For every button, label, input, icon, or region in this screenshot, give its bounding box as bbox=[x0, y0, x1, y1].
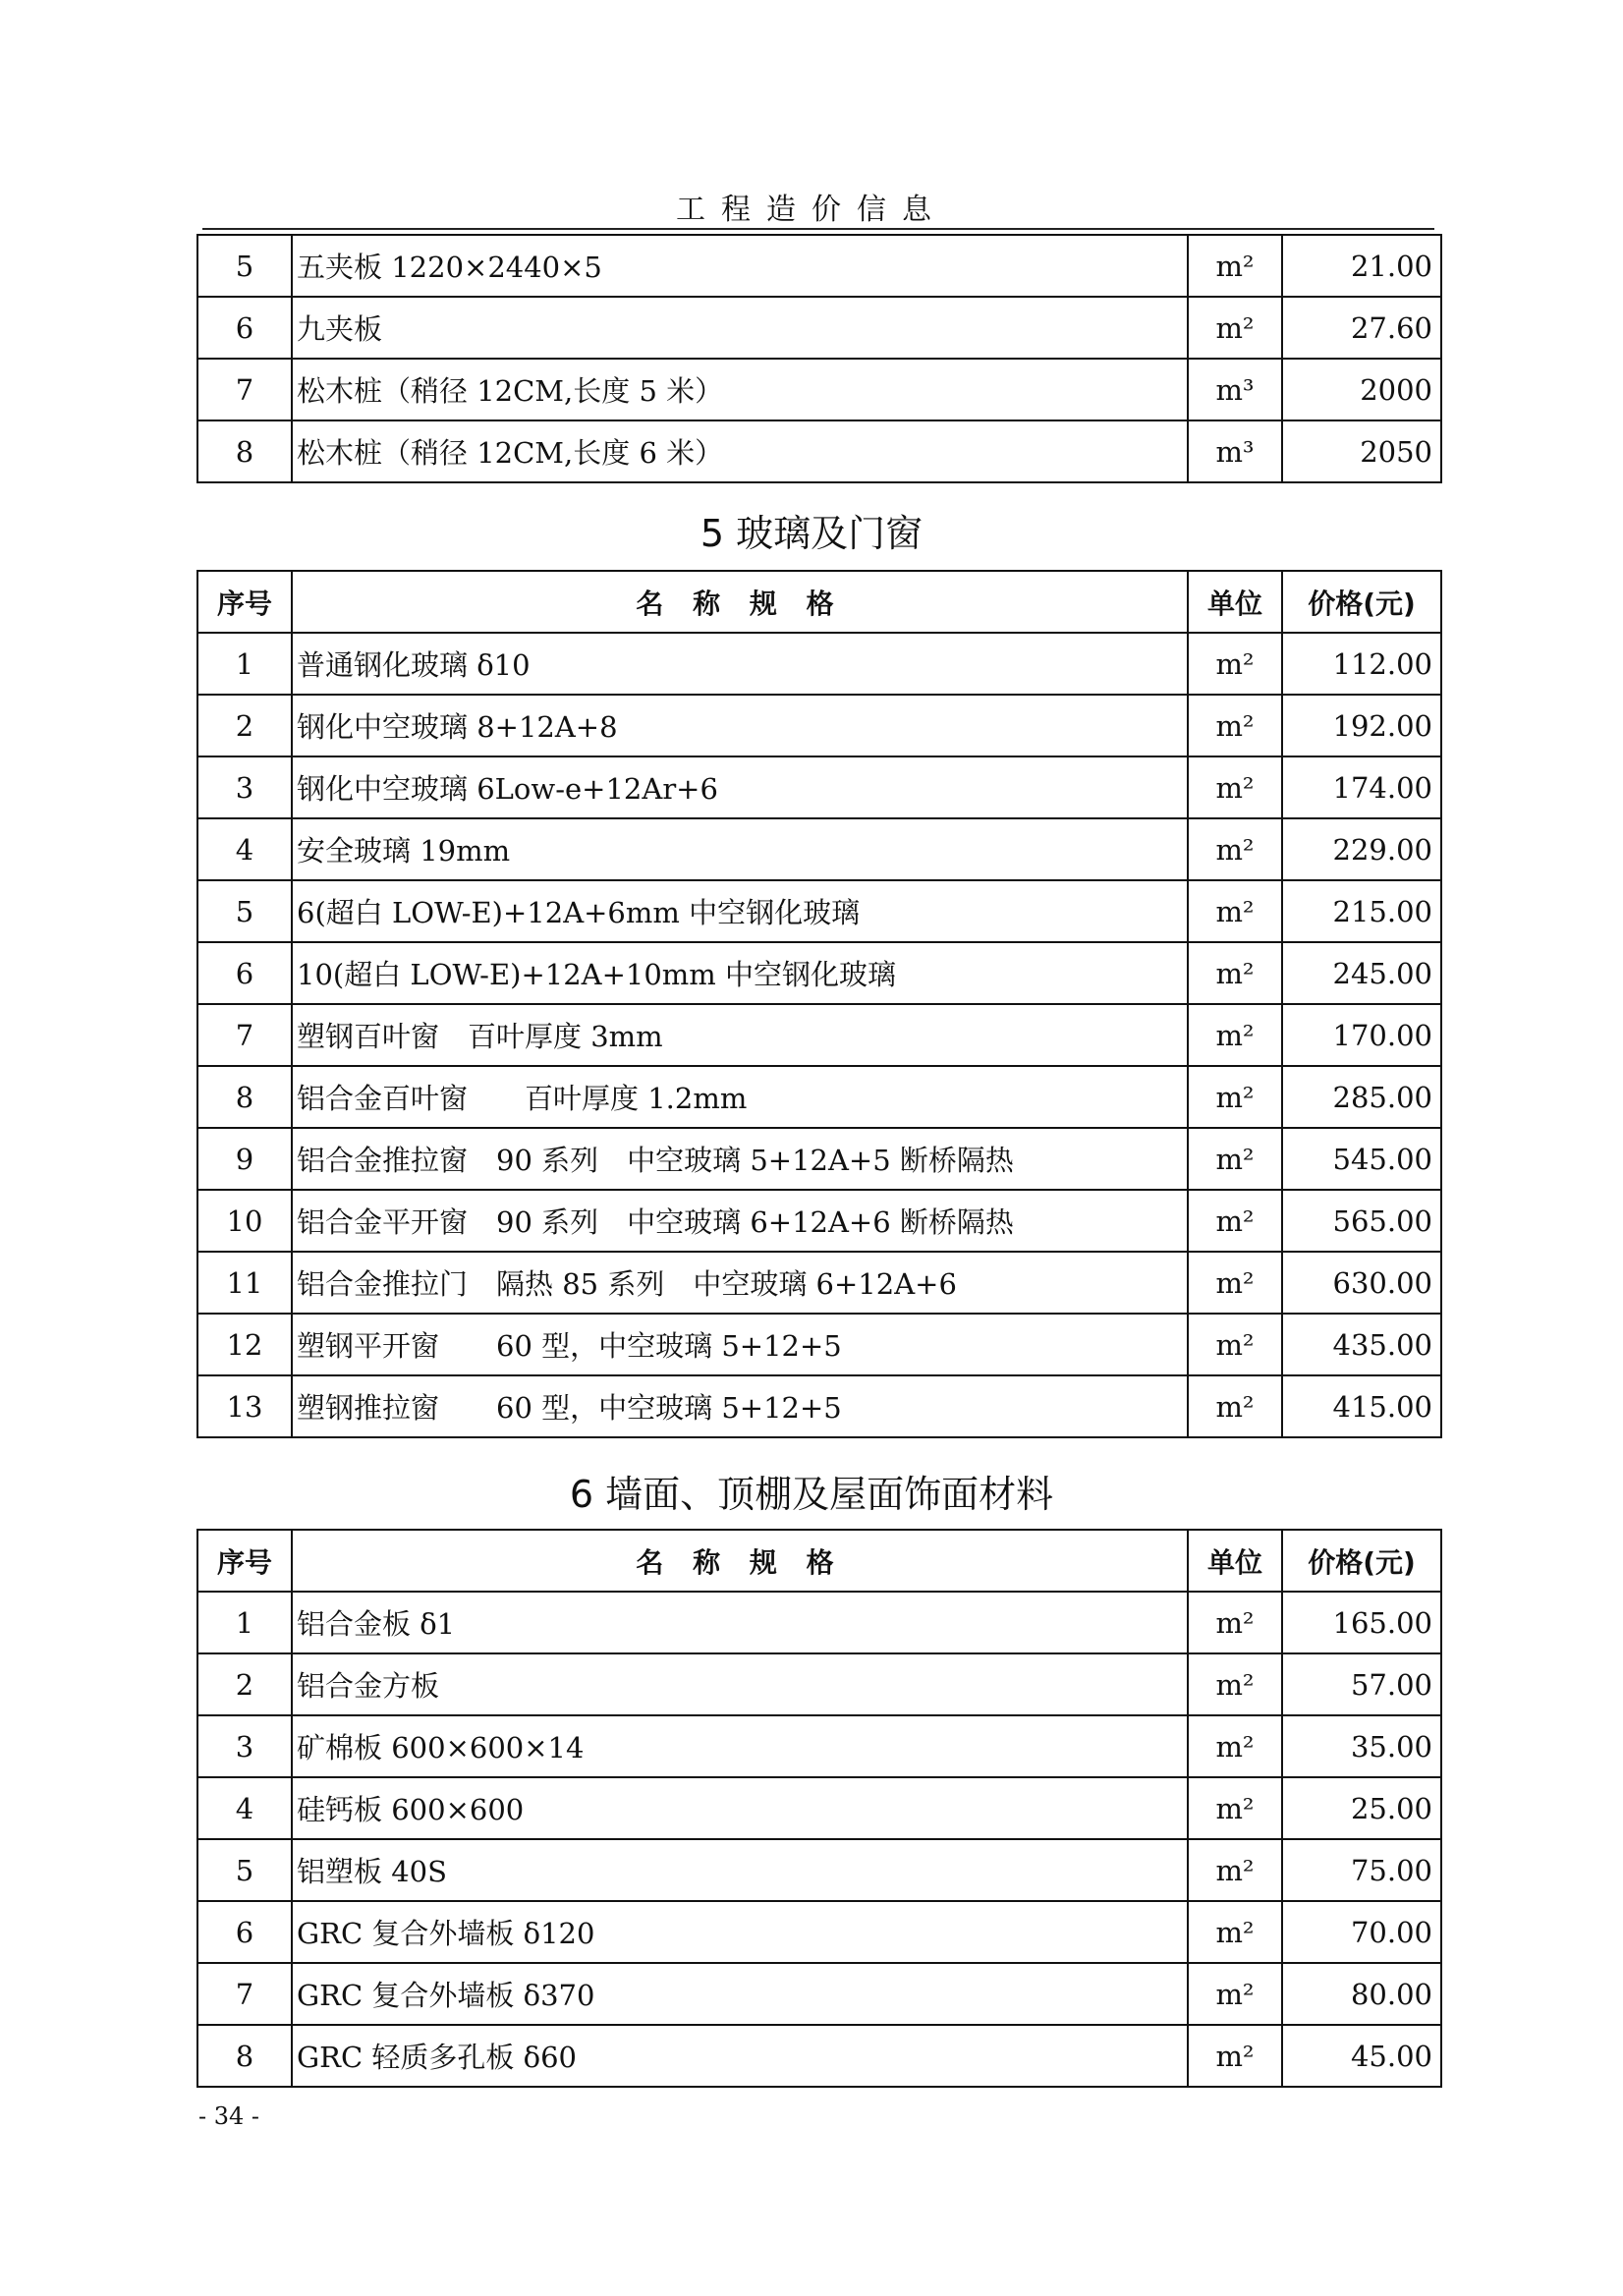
cell-unit: m² bbox=[1188, 695, 1282, 756]
column-header-name: 名 称 规 格 bbox=[292, 571, 1188, 633]
cell-no: 5 bbox=[197, 880, 292, 942]
cell-no: 7 bbox=[197, 1963, 292, 2025]
cell-no: 13 bbox=[197, 1375, 292, 1437]
cell-no: 8 bbox=[197, 2025, 292, 2087]
cell-unit: m² bbox=[1188, 1190, 1282, 1252]
cell-no: 6 bbox=[197, 942, 292, 1004]
table-row bbox=[197, 1190, 1441, 1252]
table-row bbox=[197, 359, 1441, 420]
cell-name: 铝合金方板 bbox=[292, 1653, 1188, 1715]
table-row bbox=[197, 235, 1441, 297]
cell-name: GRC 轻质多孔板 δ60 bbox=[292, 2025, 1188, 2087]
cell-price: 2050 bbox=[1282, 420, 1441, 482]
cell-price: 75.00 bbox=[1282, 1839, 1441, 1901]
cell-no: 6 bbox=[197, 1901, 292, 1963]
column-header-price: 价格(元) bbox=[1282, 571, 1441, 633]
cell-name: 铝合金百叶窗 百叶厚度 1.2mm bbox=[292, 1066, 1188, 1128]
table-row bbox=[197, 880, 1441, 942]
table-row bbox=[197, 756, 1441, 818]
table-row bbox=[197, 1839, 1441, 1901]
cell-name: GRC 复合外墙板 δ370 bbox=[292, 1963, 1188, 2025]
cell-no: 12 bbox=[197, 1314, 292, 1375]
cell-price: 435.00 bbox=[1282, 1314, 1441, 1375]
cell-price: 285.00 bbox=[1282, 1066, 1441, 1128]
table-glass-doors-windows bbox=[196, 570, 1442, 1438]
table-row bbox=[197, 1314, 1441, 1375]
cell-no: 7 bbox=[197, 359, 292, 420]
cell-unit: m² bbox=[1188, 1653, 1282, 1715]
table-row bbox=[197, 695, 1441, 756]
cell-no: 1 bbox=[197, 633, 292, 695]
table-row bbox=[197, 1963, 1441, 2025]
cell-price: 229.00 bbox=[1282, 818, 1441, 880]
cell-price: 174.00 bbox=[1282, 756, 1441, 818]
table-row bbox=[197, 1375, 1441, 1437]
cell-name: 硅钙板 600×600 bbox=[292, 1777, 1188, 1839]
cell-price: 215.00 bbox=[1282, 880, 1441, 942]
table-row bbox=[197, 1252, 1441, 1314]
cell-name: 铝合金平开窗 90 系列 中空玻璃 6+12A+6 断桥隔热 bbox=[292, 1190, 1188, 1252]
cell-no: 11 bbox=[197, 1252, 292, 1314]
cell-no: 10 bbox=[197, 1190, 292, 1252]
table-row bbox=[197, 297, 1441, 359]
cell-no: 5 bbox=[197, 1839, 292, 1901]
cell-name: GRC 复合外墙板 δ120 bbox=[292, 1901, 1188, 1963]
section-title-glass-doors-windows: 5 玻璃及门窗 bbox=[700, 512, 923, 555]
cell-name: 塑钢平开窗 60 型，中空玻璃 5+12+5 bbox=[292, 1314, 1188, 1375]
cell-name: 铝塑板 40S bbox=[292, 1839, 1188, 1901]
cell-name: 安全玻璃 19mm bbox=[292, 818, 1188, 880]
cell-unit: m² bbox=[1188, 756, 1282, 818]
section-title-wall-ceiling-roof: 6 墙面、顶棚及屋面饰面材料 bbox=[569, 1473, 1054, 1516]
cell-unit: m² bbox=[1188, 1066, 1282, 1128]
table-row bbox=[197, 420, 1441, 482]
header-rule bbox=[202, 228, 1434, 230]
cell-no: 3 bbox=[197, 756, 292, 818]
table-row bbox=[197, 1715, 1441, 1777]
cell-no: 3 bbox=[197, 1715, 292, 1777]
table-row bbox=[197, 1066, 1441, 1128]
cell-unit: m³ bbox=[1188, 420, 1282, 482]
cell-no: 4 bbox=[197, 1777, 292, 1839]
cell-price: 21.00 bbox=[1282, 235, 1441, 297]
column-header-price: 价格(元) bbox=[1282, 1530, 1441, 1592]
cell-unit: m² bbox=[1188, 1901, 1282, 1963]
cell-unit: m² bbox=[1188, 633, 1282, 695]
cell-unit: m² bbox=[1188, 1715, 1282, 1777]
cell-unit: m² bbox=[1188, 1592, 1282, 1653]
table-row bbox=[197, 1592, 1441, 1653]
cell-unit: m² bbox=[1188, 942, 1282, 1004]
cell-unit: m² bbox=[1188, 1004, 1282, 1066]
cell-name: 铝合金推拉门 隔热 85 系列 中空玻璃 6+12A+6 bbox=[292, 1252, 1188, 1314]
cell-price: 545.00 bbox=[1282, 1128, 1441, 1190]
cell-unit: m² bbox=[1188, 880, 1282, 942]
cell-price: 57.00 bbox=[1282, 1653, 1441, 1715]
cell-name: 6(超白 LOW-E)+12A+6mm 中空钢化玻璃 bbox=[292, 880, 1188, 942]
cell-no: 2 bbox=[197, 1653, 292, 1715]
cell-unit: m² bbox=[1188, 1777, 1282, 1839]
column-header-unit: 单位 bbox=[1188, 571, 1282, 633]
table-wall-ceiling-roof bbox=[196, 1529, 1442, 2088]
cell-price: 165.00 bbox=[1282, 1592, 1441, 1653]
cell-unit: m² bbox=[1188, 1252, 1282, 1314]
column-header-no: 序号 bbox=[197, 571, 292, 633]
cell-unit: m² bbox=[1188, 1314, 1282, 1375]
cell-name: 松木桩（稍径 12CM,长度 6 米） bbox=[292, 420, 1188, 482]
cell-name: 五夹板 1220×2440×5 bbox=[292, 235, 1188, 297]
cell-no: 7 bbox=[197, 1004, 292, 1066]
cell-unit: m² bbox=[1188, 1839, 1282, 1901]
cell-unit: m³ bbox=[1188, 359, 1282, 420]
cell-no: 5 bbox=[197, 235, 292, 297]
cell-price: 630.00 bbox=[1282, 1252, 1441, 1314]
cell-name: 九夹板 bbox=[292, 297, 1188, 359]
table-row bbox=[197, 633, 1441, 695]
column-header-no: 序号 bbox=[197, 1530, 292, 1592]
table-row bbox=[197, 818, 1441, 880]
cell-no: 1 bbox=[197, 1592, 292, 1653]
cell-price: 45.00 bbox=[1282, 2025, 1441, 2087]
page-header-title: 工程造价信息 bbox=[676, 193, 947, 227]
cell-name: 矿棉板 600×600×14 bbox=[292, 1715, 1188, 1777]
table-header-row bbox=[197, 571, 1441, 633]
cell-price: 2000 bbox=[1282, 359, 1441, 420]
cell-name: 塑钢推拉窗 60 型，中空玻璃 5+12+5 bbox=[292, 1375, 1188, 1437]
cell-price: 192.00 bbox=[1282, 695, 1441, 756]
cell-name: 钢化中空玻璃 6Low-e+12Ar+6 bbox=[292, 756, 1188, 818]
table-row bbox=[197, 1128, 1441, 1190]
table-row bbox=[197, 1901, 1441, 1963]
cell-price: 27.60 bbox=[1282, 297, 1441, 359]
cell-name: 普通钢化玻璃 δ10 bbox=[292, 633, 1188, 695]
cell-price: 70.00 bbox=[1282, 1901, 1441, 1963]
table-row bbox=[197, 1004, 1441, 1066]
cell-unit: m² bbox=[1188, 1128, 1282, 1190]
cell-unit: m² bbox=[1188, 235, 1282, 297]
cell-price: 25.00 bbox=[1282, 1777, 1441, 1839]
table-row bbox=[197, 942, 1441, 1004]
cell-price: 245.00 bbox=[1282, 942, 1441, 1004]
cell-name: 塑钢百叶窗 百叶厚度 3mm bbox=[292, 1004, 1188, 1066]
cell-unit: m² bbox=[1188, 297, 1282, 359]
cell-price: 565.00 bbox=[1282, 1190, 1441, 1252]
cell-unit: m² bbox=[1188, 1375, 1282, 1437]
cell-price: 80.00 bbox=[1282, 1963, 1441, 2025]
cell-no: 8 bbox=[197, 420, 292, 482]
cell-name: 铝合金推拉窗 90 系列 中空玻璃 5+12A+5 断桥隔热 bbox=[292, 1128, 1188, 1190]
table-row bbox=[197, 2025, 1441, 2087]
cell-price: 112.00 bbox=[1282, 633, 1441, 695]
cell-no: 2 bbox=[197, 695, 292, 756]
cell-price: 170.00 bbox=[1282, 1004, 1441, 1066]
column-header-name: 名 称 规 格 bbox=[292, 1530, 1188, 1592]
page-number: - 34 - bbox=[198, 2102, 260, 2130]
cell-unit: m² bbox=[1188, 818, 1282, 880]
cell-unit: m² bbox=[1188, 2025, 1282, 2087]
cell-no: 6 bbox=[197, 297, 292, 359]
table-continued bbox=[196, 234, 1442, 483]
table-header-row bbox=[197, 1530, 1441, 1592]
table-row bbox=[197, 1653, 1441, 1715]
cell-no: 9 bbox=[197, 1128, 292, 1190]
cell-no: 4 bbox=[197, 818, 292, 880]
cell-no: 8 bbox=[197, 1066, 292, 1128]
cell-name: 铝合金板 δ1 bbox=[292, 1592, 1188, 1653]
cell-price: 415.00 bbox=[1282, 1375, 1441, 1437]
cell-unit: m² bbox=[1188, 1963, 1282, 2025]
cell-name: 钢化中空玻璃 8+12A+8 bbox=[292, 695, 1188, 756]
table-row bbox=[197, 1777, 1441, 1839]
cell-name: 松木桩（稍径 12CM,长度 5 米） bbox=[292, 359, 1188, 420]
cell-name: 10(超白 LOW-E)+12A+10mm 中空钢化玻璃 bbox=[292, 942, 1188, 1004]
column-header-unit: 单位 bbox=[1188, 1530, 1282, 1592]
cell-price: 35.00 bbox=[1282, 1715, 1441, 1777]
